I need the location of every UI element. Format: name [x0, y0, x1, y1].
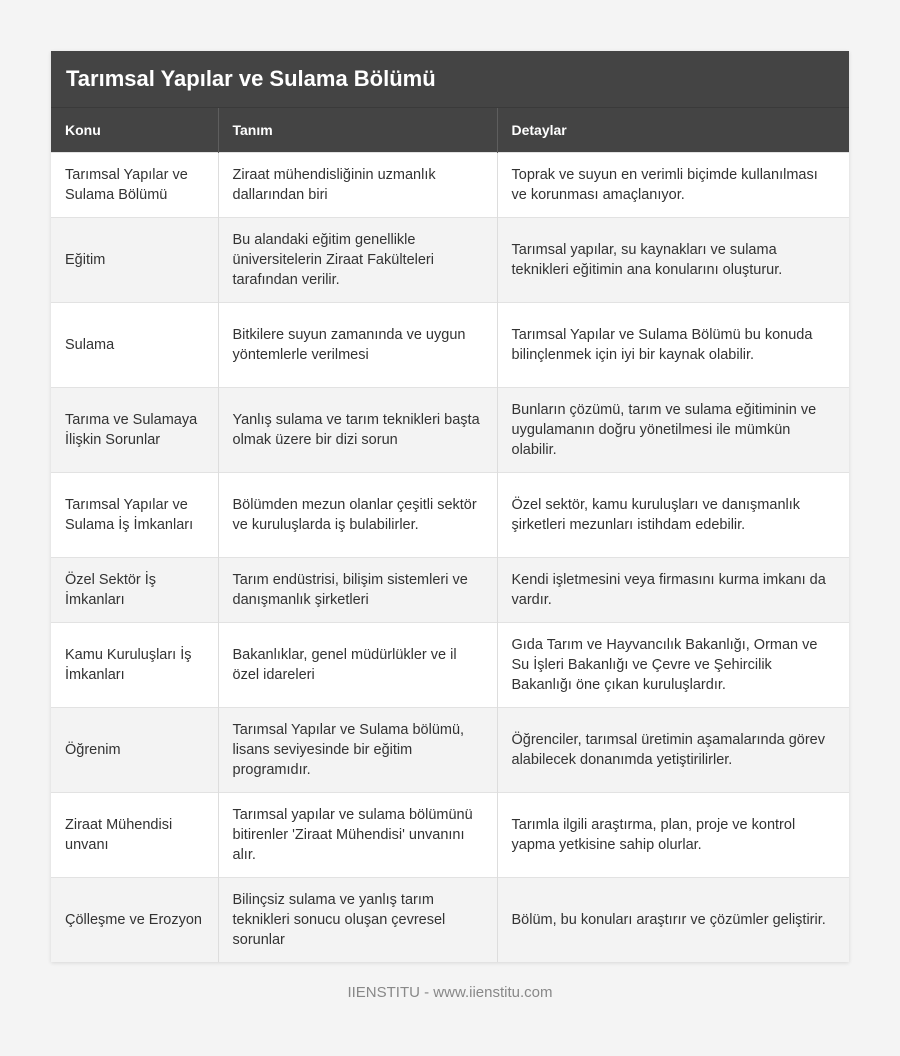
column-header-konu: Konu	[51, 108, 218, 152]
cell-detaylar: Toprak ve suyun en verimli biçimde kullanılması ve korunması amaçlanıyor.	[497, 152, 849, 217]
cell-tanim: Bölümden mezun olanlar çeşitli sektör ve kuruluşlarda iş bulabilirler.	[218, 472, 497, 557]
table-row	[51, 622, 849, 707]
cell-konu: Özel Sektör İş İmkanları	[51, 557, 218, 622]
cell-detaylar: Bunların çözümü, tarım ve sulama eğitiminin ve uygulamanın doğru yönetilmesi ile mümkün olabilir.	[497, 387, 849, 472]
data-table	[51, 108, 849, 962]
cell-tanim: Tarımsal yapılar ve sulama bölümünü bitirenler 'Ziraat Mühendisi' unvanını alır.	[218, 792, 497, 877]
cell-konu: Tarımsal Yapılar ve Sulama İş İmkanları	[51, 472, 218, 557]
cell-konu: Tarıma ve Sulamaya İlişkin Sorunlar	[51, 387, 218, 472]
page-title: Tarımsal Yapılar ve Sulama Bölümü	[66, 66, 436, 91]
cell-tanim: Tarımsal Yapılar ve Sulama bölümü, lisans seviyesinde bir eğitim programıdır.	[218, 707, 497, 792]
table-card	[51, 51, 849, 962]
cell-tanim: Bu alandaki eğitim genellikle üniversitelerin Ziraat Fakülteleri tarafından verilir.	[218, 217, 497, 302]
cell-konu: Eğitim	[51, 217, 218, 302]
cell-tanim: Bilinçsiz sulama ve yanlış tarım teknikleri sonucu oluşan çevresel sorunlar	[218, 877, 497, 962]
cell-detaylar: Özel sektör, kamu kuruluşları ve danışmanlık şirketleri mezunları istihdam edebilir.	[497, 472, 849, 557]
table-row	[51, 877, 849, 962]
cell-tanim: Tarım endüstrisi, bilişim sistemleri ve danışmanlık şirketleri	[218, 557, 497, 622]
cell-tanim: Yanlış sulama ve tarım teknikleri başta olmak üzere bir dizi sorun	[218, 387, 497, 472]
cell-tanim: Ziraat mühendisliğinin uzmanlık dallarından biri	[218, 152, 497, 217]
cell-detaylar: Tarımsal Yapılar ve Sulama Bölümü bu konuda bilinçlenmek için iyi bir kaynak olabilir.	[497, 302, 849, 387]
cell-tanim: Bakanlıklar, genel müdürlükler ve il özel idareleri	[218, 622, 497, 707]
table-row	[51, 557, 849, 622]
cell-detaylar: Tarımsal yapılar, su kaynakları ve sulama teknikleri eğitimin ana konularını oluşturur.	[497, 217, 849, 302]
cell-detaylar: Öğrenciler, tarımsal üretimin aşamalarında görev alabilecek donanımda yetiştirilirler.	[497, 707, 849, 792]
table-row	[51, 472, 849, 557]
header-row	[51, 108, 849, 152]
table-row	[51, 217, 849, 302]
table-row	[51, 302, 849, 387]
column-header-detaylar: Detaylar	[497, 108, 849, 152]
cell-konu: Çölleşme ve Erozyon	[51, 877, 218, 962]
cell-konu: Öğrenim	[51, 707, 218, 792]
cell-konu: Ziraat Mühendisi unvanı	[51, 792, 218, 877]
cell-detaylar: Bölüm, bu konuları araştırır ve çözümler geliştirir.	[497, 877, 849, 962]
cell-konu: Tarımsal Yapılar ve Sulama Bölümü	[51, 152, 218, 217]
cell-konu: Sulama	[51, 302, 218, 387]
table-row	[51, 152, 849, 217]
table-row	[51, 707, 849, 792]
cell-konu: Kamu Kuruluşları İş İmkanları	[51, 622, 218, 707]
table-row	[51, 387, 849, 472]
title-bar	[51, 51, 849, 108]
footer-credit: IIENSTITU - www.iienstitu.com	[347, 984, 553, 1001]
cell-tanim: Bitkilere suyun zamanında ve uygun yöntemlerle verilmesi	[218, 302, 497, 387]
table-row	[51, 792, 849, 877]
cell-detaylar: Gıda Tarım ve Hayvancılık Bakanlığı, Orman ve Su İşleri Bakanlığı ve Çevre ve Şehircilik Bakanlığı öne çıkan kuruluşlardır.	[497, 622, 849, 707]
cell-detaylar: Kendi işletmesini veya firmasını kurma imkanı da vardır.	[497, 557, 849, 622]
column-header-tanim: Tanım	[218, 108, 497, 152]
cell-detaylar: Tarımla ilgili araştırma, plan, proje ve kontrol yapma yetkisine sahip olurlar.	[497, 792, 849, 877]
